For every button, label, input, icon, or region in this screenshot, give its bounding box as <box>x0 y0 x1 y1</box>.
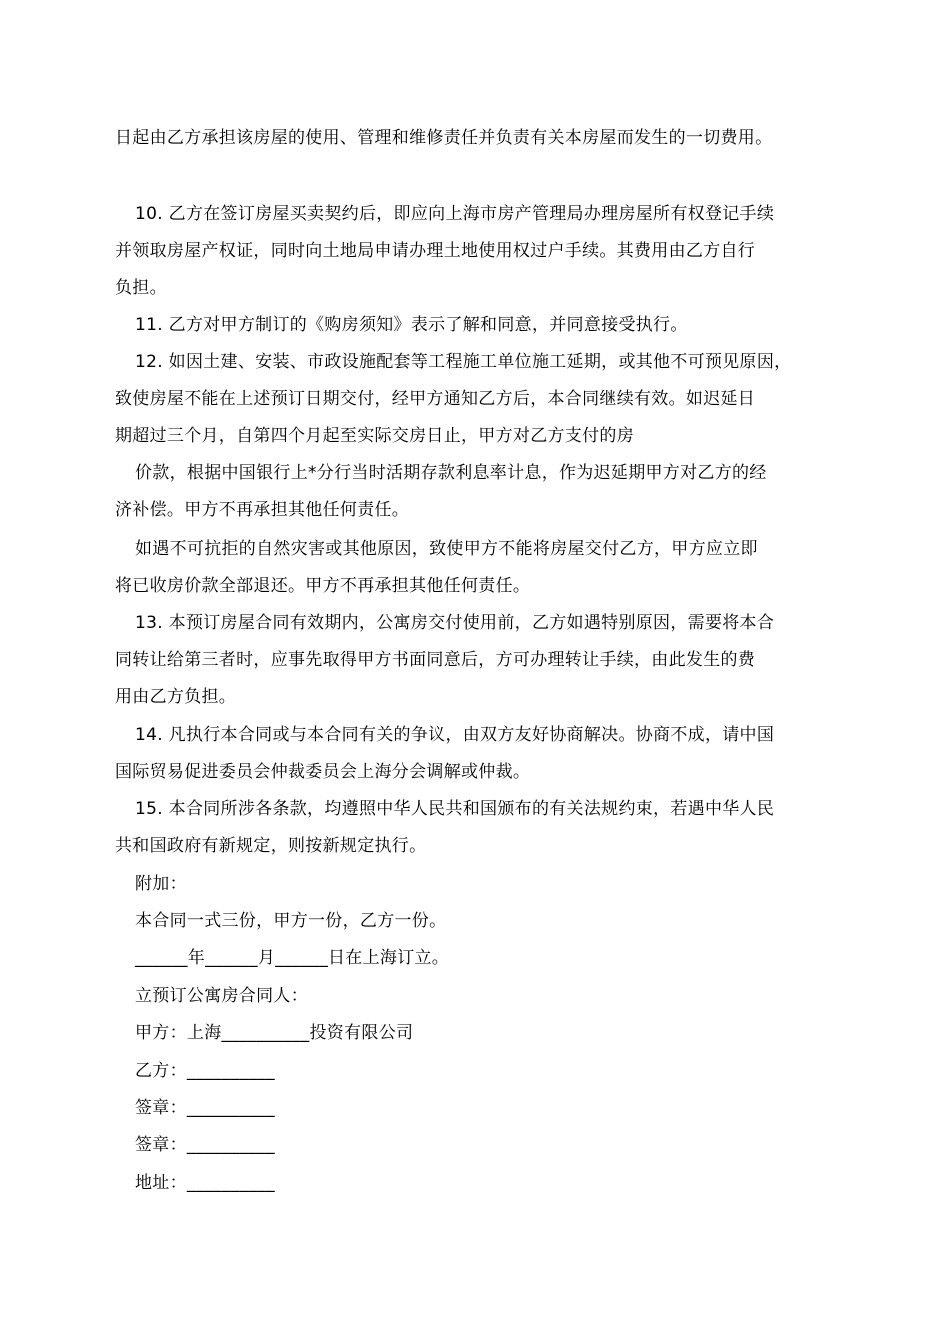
clause-12-line-3: 期超过三个月，自第四个月起至实际交房日止，甲方对乙方支付的房 <box>115 426 634 446</box>
party-b-line: 乙方：__________ <box>135 1061 275 1081</box>
clause-13-line-1: 13. 本预订房屋合同有效期内，公寓房交付使用前，乙方如遇特别原因，需要将本合 <box>135 613 775 633</box>
clause-12-force-majeure-line-2: 将已收房价款全部退还。甲方不再承担其他任何责任。 <box>115 576 531 596</box>
clause-13-line-2: 同转让给第三者时，应事先取得甲方书面同意后，方可办理转让手续，由此发生的费 <box>115 650 756 670</box>
clause-12-line-5: 济补偿。甲方不再承担其他任何责任。 <box>115 500 410 520</box>
clause-15-line-1: 15. 本合同所涉各条款，均遵照中华人民共和国颁布的有关法规约束，若遇中华人民 <box>135 799 775 819</box>
copies-note: 本合同一式三份，甲方一份，乙方一份。 <box>135 911 447 931</box>
clause-12-line-2: 致使房屋不能在上述预订日期交付，经甲方通知乙方后，本合同继续有效。如迟延日 <box>115 389 756 409</box>
clause-14-line-2: 国际贸易促进委员会仲裁委员会上海分会调解或仲裁。 <box>115 762 531 782</box>
clause-10-line-3: 负担。 <box>115 278 167 298</box>
paragraph-9-end: 日起由乙方承担该房屋的使用、管理和维修责任并负责有关本房屋而发生的一切费用。 <box>115 128 773 148</box>
clause-10-line-2: 并领取房屋产权证，同时向土地局申请办理土地使用权过户手续。其费用由乙方自行 <box>115 241 756 261</box>
clause-14-line-1: 14. 凡执行本合同或与本合同有关的争议，由双方友好协商解决。协商不成，请中国 <box>135 725 775 745</box>
address-line: 地址：__________ <box>135 1173 275 1193</box>
clause-12-line-4: 价款，根据中国银行上*分行当时活期存款利息率计息，作为迟延期甲方对乙方的经 <box>135 463 767 483</box>
signing-date-line: ______年______月______日在上海订立。 <box>135 948 450 968</box>
parties-heading: 立预订公寓房合同人： <box>135 986 308 1006</box>
clause-11: 11. 乙方对甲方制订的《购房须知》表示了解和同意，并同意接受执行。 <box>135 315 688 335</box>
appendix-heading: 附加： <box>135 874 187 894</box>
clause-13-line-3: 用由乙方负担。 <box>115 687 237 707</box>
signature-line-2: 签章：__________ <box>135 1135 275 1155</box>
clause-12-force-majeure-line-1: 如遇不可抗拒的自然灾害或其他原因，致使甲方不能将房屋交付乙方，甲方应立即 <box>135 539 758 559</box>
clause-15-line-2: 共和国政府有新规定，则按新规定执行。 <box>115 836 427 856</box>
clause-12-line-1: 12. 如因土建、安装、市政设施配套等工程施工单位施工延期，或其他不可预见原因， <box>135 352 792 372</box>
clause-10-line-1: 10. 乙方在签订房屋买卖契约后，即应向上海市房产管理局办理房屋所有权登记手续 <box>135 204 775 224</box>
signature-line-1: 签章：__________ <box>135 1098 275 1118</box>
party-a-line: 甲方：上海__________投资有限公司 <box>135 1023 414 1043</box>
